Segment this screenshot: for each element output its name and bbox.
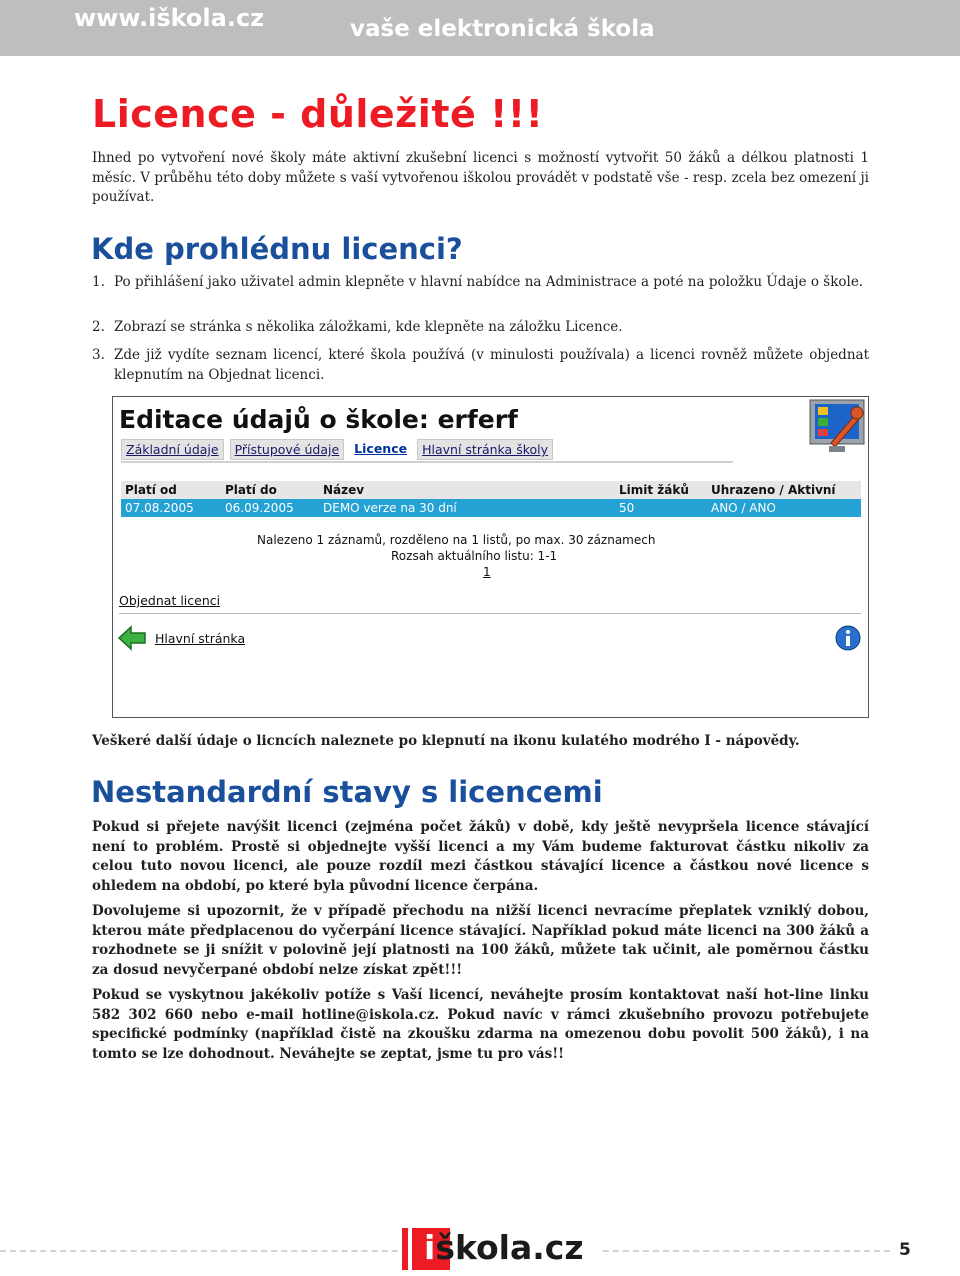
site-tagline: vaše elektronická škola	[350, 16, 655, 42]
cell-student-limit: 50	[619, 501, 635, 515]
logo-bar	[402, 1228, 408, 1270]
paragraph-contact: Pokud se vyskytnou jakékoliv potíže s Vaší licencí, neváhejte prosím kontaktovat naší hot-line linku 582 302 660 nebo e-mail hotline@iskola.cz. Pokud navíc v rámci zkušebního provozu potřebujete specifické podmínky (například čistě na zkoušku zdarma na omezenou dobu povolit 500 žáků), i na tomto se lze dohodnout. Neváhejte se zeptat, jsme tu pro vás!!	[92, 987, 869, 1062]
tab-bar	[121, 439, 553, 460]
tab-school-homepage[interactable]: Hlavní stránka školy	[417, 439, 553, 460]
step-2	[92, 318, 869, 338]
step-text: Zde již vydíte seznam licencí, které škola používá (v minulosti používala) a licenci rovněž můžete objednat klepnutím na Objednat licenci.	[114, 347, 869, 383]
logo-text: iškola.cz	[424, 1228, 584, 1267]
iskola-logo	[402, 1228, 602, 1270]
step-number: 2.	[92, 319, 105, 335]
section2-heading: Nestandardní stavy s licencemi	[91, 775, 603, 809]
divider	[119, 613, 861, 614]
help-note: Veškeré další údaje o licncích naleznete po klepnutí na ikonu kulatého modrého I - nápovědy.	[92, 733, 800, 749]
tab-underline	[121, 461, 733, 463]
step-text: Po přihlášení jako uživatel admin klepněte v hlavní nabídce na Administrace a poté na položku Údaje o škole.	[114, 274, 864, 290]
header-bar	[0, 0, 960, 56]
records-found: Nalezeno 1 záznamů, rozděleno na 1 listů, po max. 30 záznamech	[257, 533, 656, 547]
main-page-link[interactable]: Hlavní stránka	[155, 631, 246, 646]
page-title: Licence - důležité !!!	[92, 92, 544, 136]
admin-monitor-icon	[807, 397, 867, 455]
page-number: 5	[899, 1240, 911, 1260]
back-arrow-icon[interactable]	[117, 625, 147, 651]
col-paid-active: Uhrazeno / Aktivní	[711, 483, 836, 497]
pagination-link[interactable]: 1	[483, 565, 491, 579]
col-name: Název	[323, 483, 365, 497]
section1-heading: Kde prohlédnu licenci?	[91, 232, 463, 266]
intro-paragraph: Ihned po vytvoření nové školy máte aktivní zkušební licenci s možností vytvořit 50 žáků a délkou platnosti 1 měsíc. V průběhu této doby můžete s vaší vytvořenou iškolou provádět v podstatě vše - resp. zcela bez omezení ji používat.	[92, 150, 869, 205]
step-1	[92, 273, 869, 293]
step-number: 3.	[92, 347, 105, 363]
step-number: 1.	[92, 274, 105, 290]
cell-name: DEMO verze na 30 dní	[323, 501, 457, 515]
tab-licence[interactable]: Licence	[350, 439, 411, 460]
order-licence-link[interactable]: Objednat licenci	[119, 593, 221, 608]
table-row[interactable]	[121, 499, 861, 517]
step-text: Zobrazí se stránka s několika záložkami, kde klepněte na záložku Licence.	[114, 319, 623, 335]
cell-paid-active: ANO / ANO	[711, 501, 776, 515]
col-valid-to: Platí do	[225, 483, 277, 497]
info-icon[interactable]	[835, 625, 861, 651]
paragraph-upgrade: Pokud si přejete navýšit licenci (zejména počet žáků) v době, kdy ještě nevypršela licence stávající není to problém. Prostě si objednejte vyšší licenci a my Vám budeme fakturovat částku nikoliv za celou tuto novou licenci, ale pouze rozdíl mezi částkou stávající licence a částkou nové licence s ohledem na období, po které byla původní licence čerpána.	[92, 819, 869, 894]
tab-access-info[interactable]: Přístupové údaje	[230, 439, 345, 460]
license-screenshot	[112, 396, 869, 718]
cell-valid-to: 06.09.2005	[225, 501, 294, 515]
screenshot-title: Editace údajů o škole: erferf	[119, 405, 518, 434]
page-range: Rozsah aktuálního listu: 1-1	[391, 549, 558, 563]
col-student-limit: Limit žáků	[619, 483, 689, 497]
step-3	[92, 346, 869, 385]
table-header	[121, 481, 861, 499]
col-valid-from: Platí od	[125, 483, 177, 497]
site-url: www.iškola.cz	[74, 4, 265, 32]
paragraph-downgrade: Dovolujeme si upozornit, že v případě přechodu na nižší licenci nevracíme přeplatek vzniklý dobou, kterou máte předplacenou do vyčerpání licence stávající. Například pokud máte licenci na 300 žáků a rozhodnete se ji snížit v polovině její platnosti na 100 žáků, můžete tak učinit, ale poměrnou částku za dosud nevyčerpané období nelze získat zpět!!!	[92, 903, 869, 978]
cell-valid-from: 07.08.2005	[125, 501, 194, 515]
tab-basic-info[interactable]: Základní údaje	[121, 439, 224, 460]
